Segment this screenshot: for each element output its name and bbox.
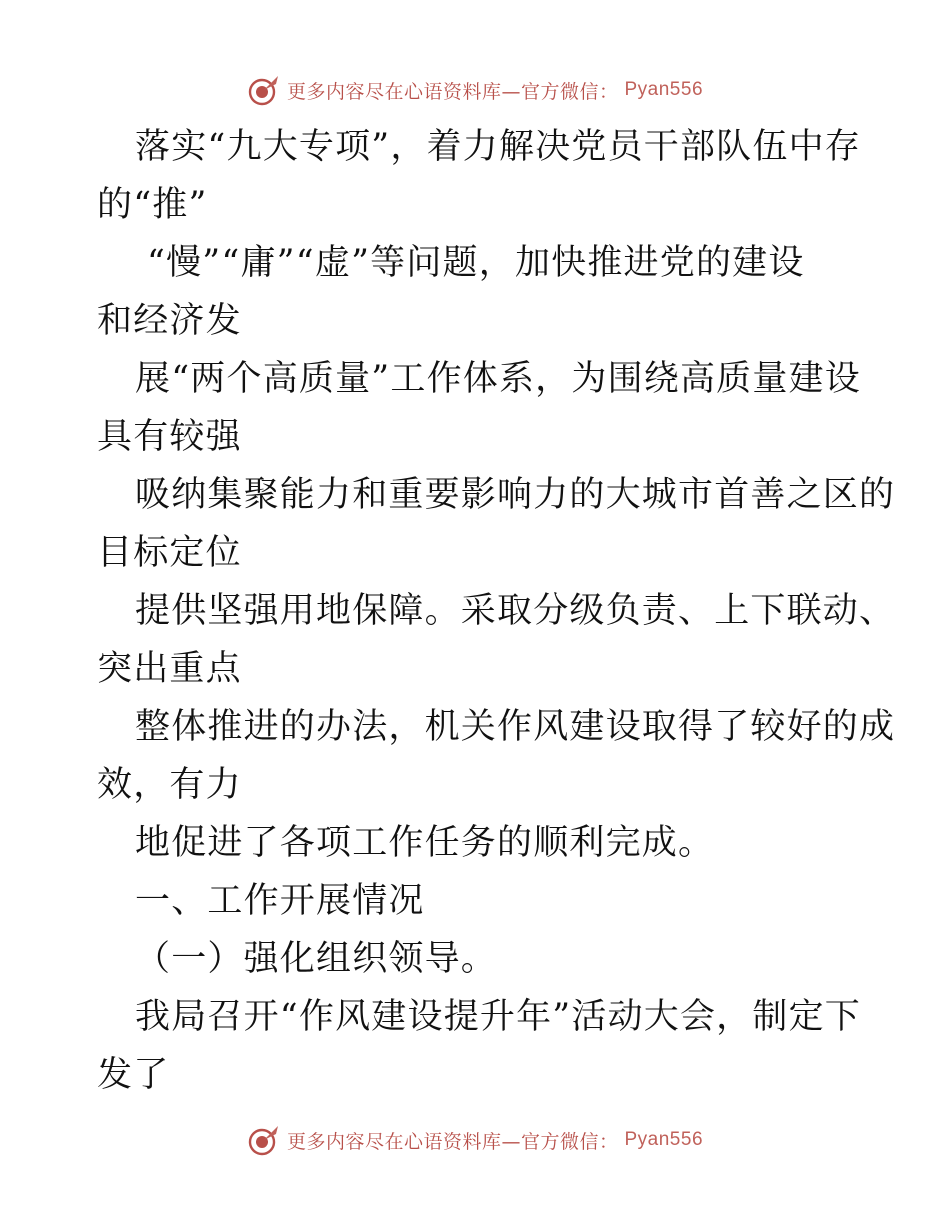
banner-text: 更多内容尽在心语资料库—官方微信： xyxy=(286,1130,619,1153)
text-line: 落实“九大专项”，着力解决党员干部队伍中存 xyxy=(135,127,861,167)
text-line: 我局召开“作风建设提升年”活动大会，制定下 xyxy=(135,997,861,1037)
banner-wechat-id: Pyan556 xyxy=(624,1129,704,1150)
section-heading: 一、工作开展情况 xyxy=(135,881,425,921)
document-body xyxy=(97,118,896,1104)
text-line: 发了 xyxy=(97,1055,170,1095)
subsection-heading: （一）强化组织领导。 xyxy=(135,939,498,979)
text-line: 目标定位 xyxy=(97,533,242,573)
banner-wechat-id: Pyan556 xyxy=(624,79,704,100)
text-line: 提供坚强用地保障。采取分级负责、上下联动、 xyxy=(135,591,896,631)
banner-text: 更多内容尽在心语资料库—官方微信： xyxy=(286,80,619,103)
text-line: 吸纳集聚能力和重要影响力的大城市首善之区的 xyxy=(135,475,896,515)
text-line: 和经济发 xyxy=(97,301,242,341)
text-line: “慢”“庸”“虚”等问题，加快推进党的建设 xyxy=(147,243,805,283)
quill-pen-logo-icon xyxy=(247,73,281,107)
text-line: 整体推进的办法，机关作风建设取得了较好的成 xyxy=(135,707,896,747)
text-line: 效，有力 xyxy=(97,765,242,805)
header-watermark-banner xyxy=(0,72,950,108)
text-line: 突出重点 xyxy=(97,649,242,689)
text-line: 的“推” xyxy=(97,185,208,225)
quill-pen-logo-icon xyxy=(247,1123,281,1157)
text-line: 地促进了各项工作任务的顺利完成。 xyxy=(135,823,715,863)
text-line: 具有较强 xyxy=(97,417,242,457)
footer-watermark-banner xyxy=(0,1122,950,1158)
text-line: 展“两个高质量”工作体系，为围绕高质量建设 xyxy=(135,359,861,399)
